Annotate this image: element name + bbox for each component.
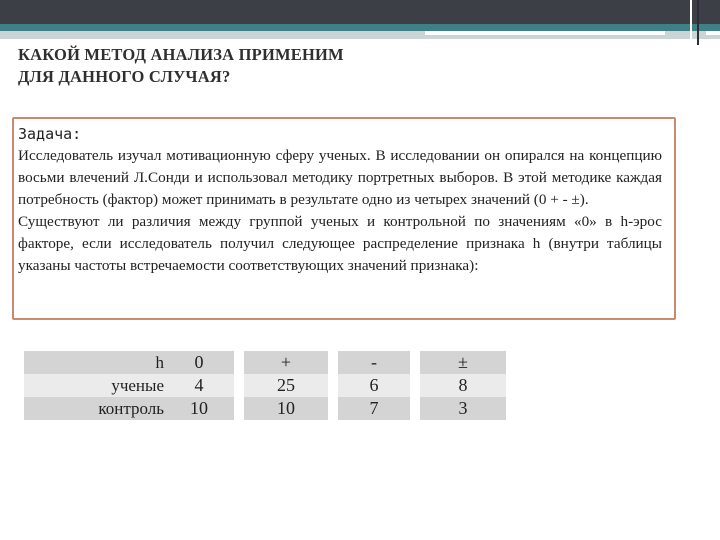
table-cell: 3	[420, 397, 506, 420]
table-header-cell: 0	[164, 351, 234, 374]
table-cell: ученые	[24, 374, 164, 397]
slide-title-line: КАКОЙ МЕТОД АНАЛИЗА ПРИМЕНИМ	[18, 45, 344, 64]
table-cell: 10	[244, 397, 328, 420]
table-cell: 25	[244, 374, 328, 397]
top-bar-divider	[706, 31, 720, 35]
task-text	[18, 123, 662, 277]
table-cell: 4	[164, 374, 234, 397]
corner-line	[690, 0, 692, 45]
table-row	[24, 374, 506, 397]
table-cell: 10	[164, 397, 234, 420]
task-label: Задача:	[18, 125, 82, 143]
slide-title	[18, 44, 538, 88]
table-header-cell: +	[244, 351, 328, 374]
top-bar-accent	[0, 24, 720, 31]
table-cell: 6	[338, 374, 410, 397]
table-header-cell: -	[338, 351, 410, 374]
top-bar-dark	[0, 0, 720, 24]
task-paragraph: Исследователь изучал мотивационную сферу ученых. В исследовании он опирался на концепцию восьми влечений Л.Сонди и использовал методику портретных выборов. В этой методике каждая потребность (фактор) может принимать в результате одно из четырех значений (0 + - ±).	[18, 147, 662, 208]
table-cell: контроль	[24, 397, 164, 420]
top-bar-divider	[425, 31, 665, 35]
slide-title-line: ДЛЯ ДАННОГО СЛУЧАЯ?	[18, 67, 231, 86]
table-cell: 8	[420, 374, 506, 397]
table-header-cell: h	[24, 351, 164, 374]
corner-line	[697, 0, 699, 45]
table-row	[24, 397, 506, 420]
table-header-row	[24, 351, 506, 374]
table-cell: 7	[338, 397, 410, 420]
task-paragraph: Существуют ли различия между группой ученых и контрольной по значениям «0» в h-эрос факторе, если исследователь получил следующее распределение признака h (внутри таблицы указаны частоты встречаемости соответствующих значений признака):	[18, 213, 662, 274]
frequency-table	[24, 351, 506, 420]
table-header-cell: ±	[420, 351, 506, 374]
